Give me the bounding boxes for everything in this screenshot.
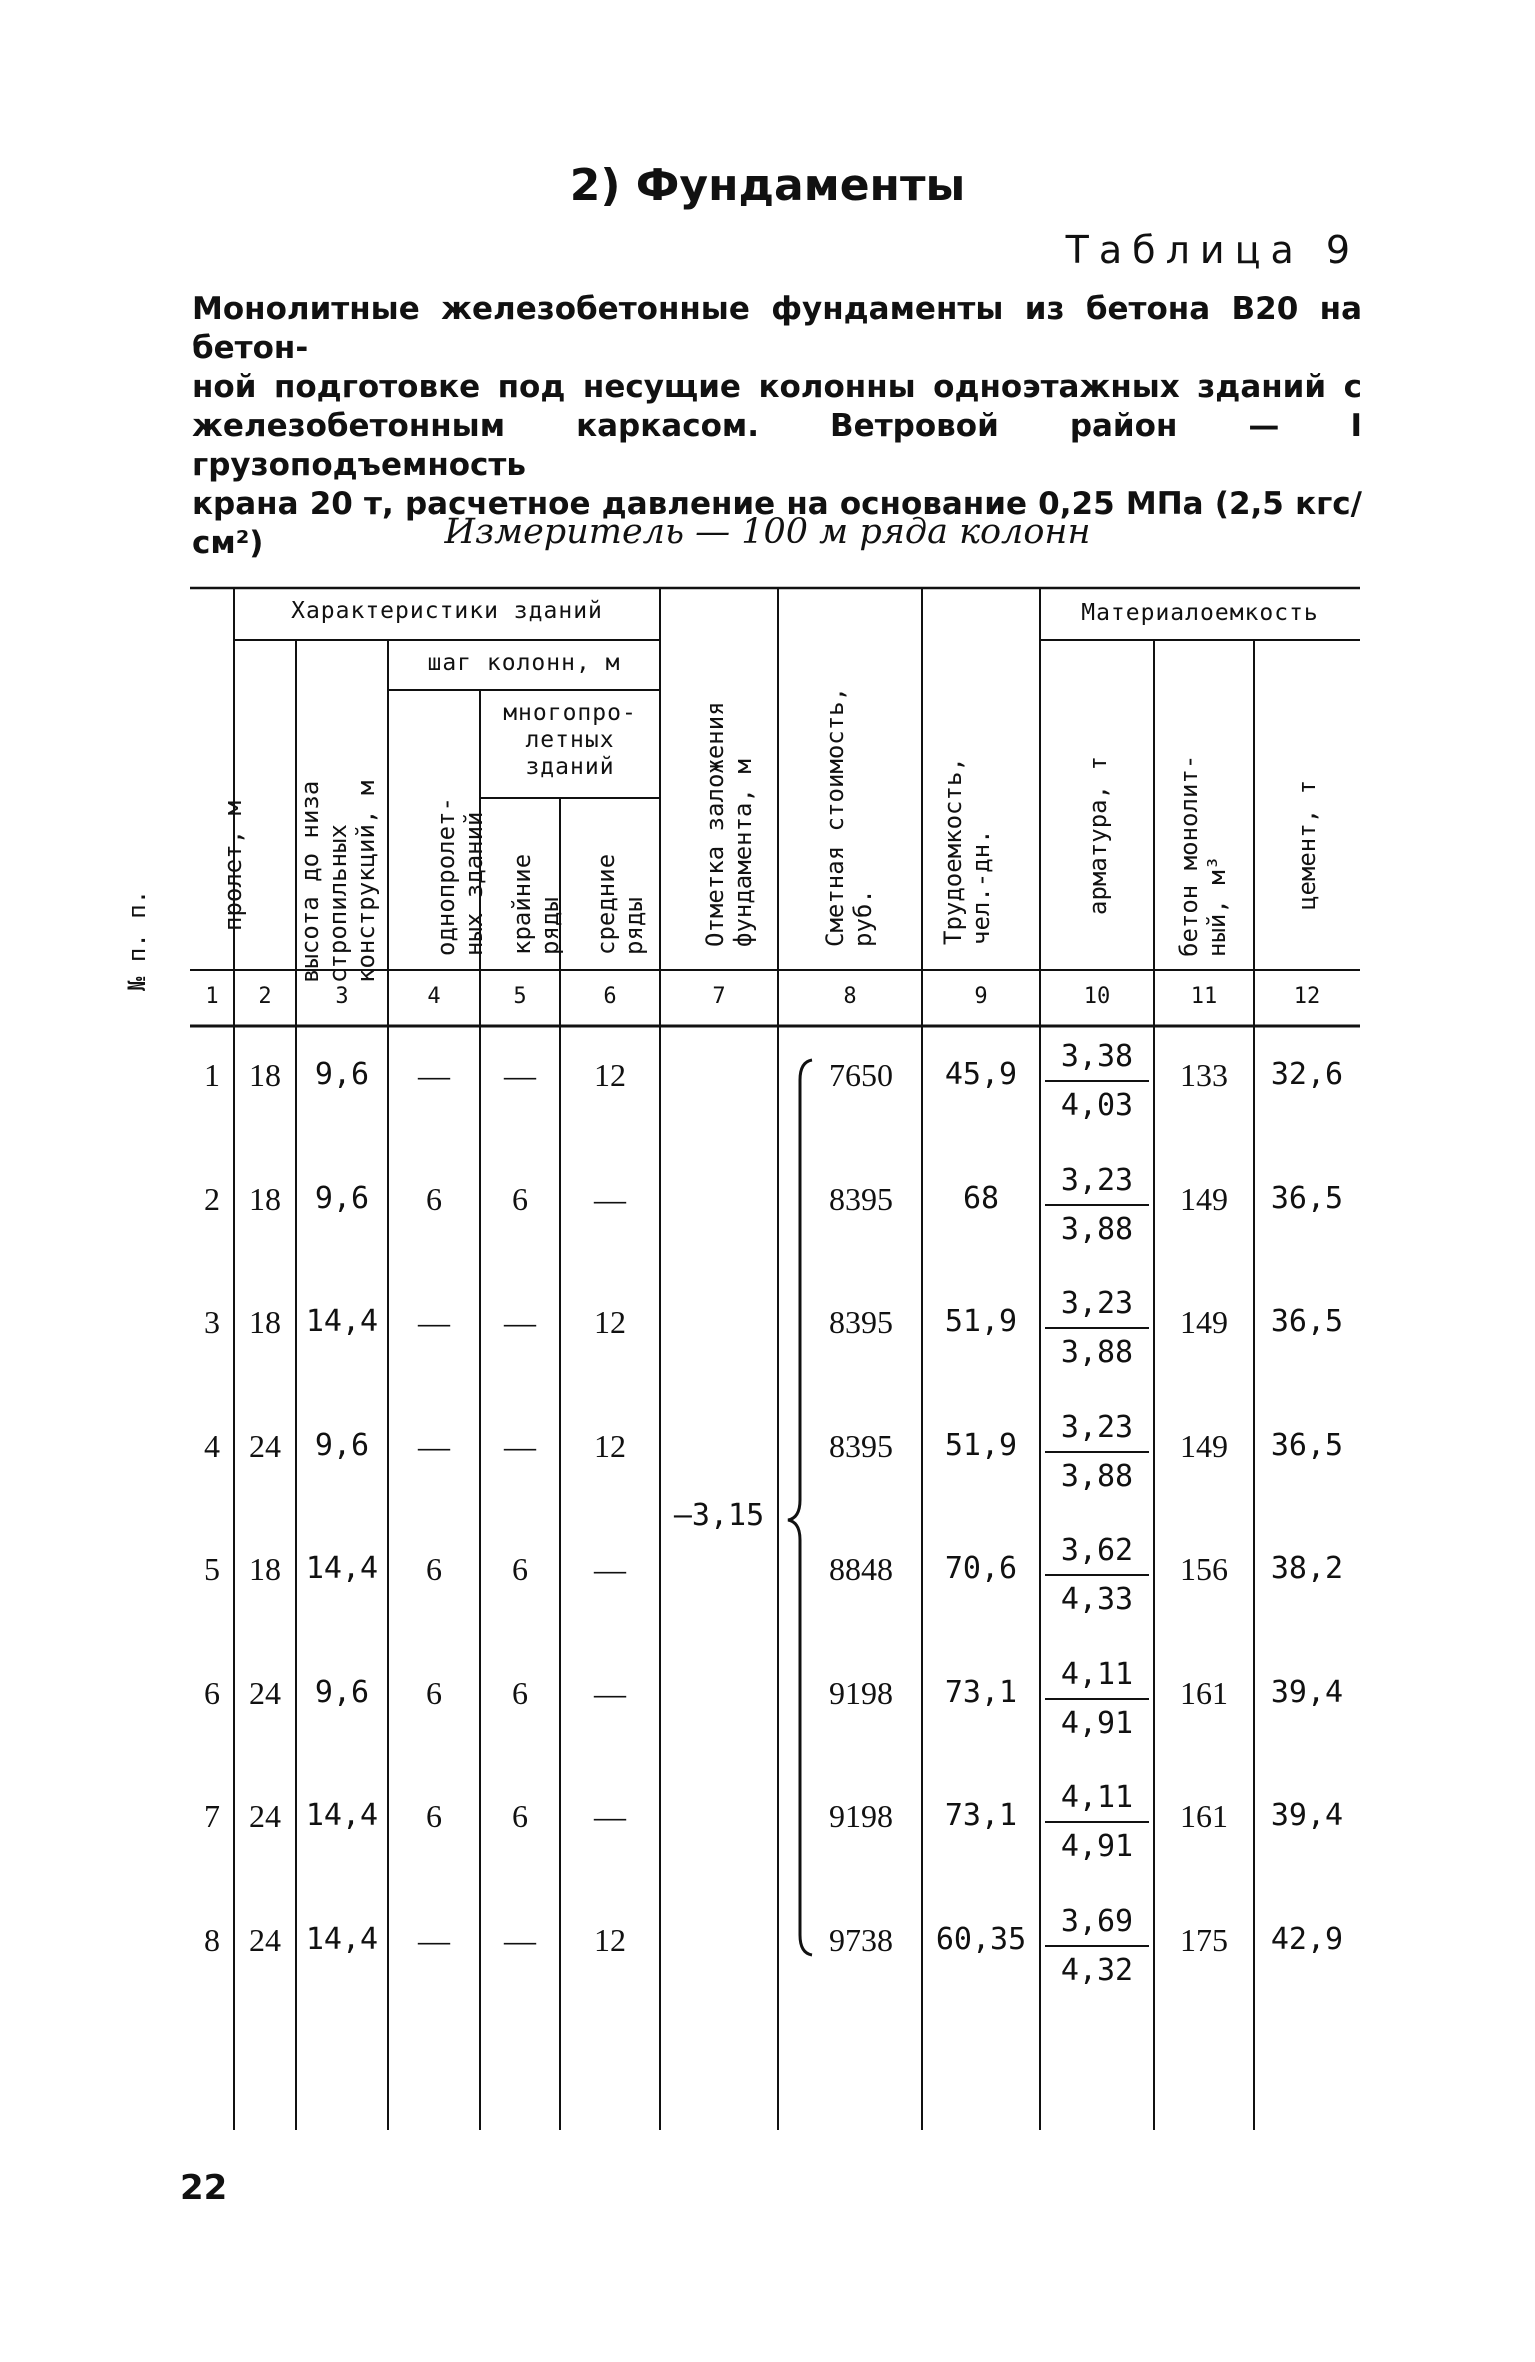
rebar-fraction <box>1045 1410 1149 1494</box>
middle-row-step: — <box>594 1675 626 1711</box>
edge-row-step: 6 <box>512 1181 528 1217</box>
header-single-span: однопролет- ных зданий <box>432 797 488 956</box>
rebar-fraction <box>1045 1039 1149 1123</box>
single-span-step: 6 <box>426 1675 442 1711</box>
edge-row-step: — <box>504 1304 536 1340</box>
rebar-denominator: 4,91 <box>1060 1829 1134 1864</box>
column-number: 11 <box>1190 984 1218 1009</box>
table-label: Таблица 9 <box>1065 228 1360 272</box>
section-title: 2) Фундаменты <box>569 160 966 211</box>
column-number: 7 <box>712 984 726 1009</box>
rebar-denominator: 3,88 <box>1060 1212 1134 1247</box>
height-value: 14,4 <box>305 1304 379 1339</box>
rebar-denominator: 3,88 <box>1060 1459 1134 1494</box>
height-value: 9,6 <box>314 1057 370 1092</box>
column-number: 1 <box>205 984 219 1009</box>
concrete-value: 156 <box>1180 1551 1228 1587</box>
edge-row-step: 6 <box>512 1551 528 1587</box>
row-number: 4 <box>204 1428 220 1464</box>
single-span-step: 6 <box>426 1181 442 1217</box>
concrete-value: 149 <box>1180 1181 1228 1217</box>
column-number: 12 <box>1293 984 1321 1009</box>
labor-value: 45,9 <box>944 1057 1018 1092</box>
cement-value: 39,4 <box>1270 1798 1344 1833</box>
edge-row-step: — <box>504 1057 536 1093</box>
row-number: 7 <box>204 1798 220 1834</box>
caption-line: ной подготовке под несущие колонны одноэтажных зданий с <box>192 369 1362 405</box>
concrete-value: 133 <box>1180 1057 1228 1093</box>
rebar-fraction <box>1045 1904 1149 1988</box>
rebar-denominator: 4,03 <box>1060 1088 1134 1123</box>
caption-line: крана 20 т, расчетное давление на основание 0,25 МПа (2,5 кгс/см²) <box>192 486 1362 561</box>
concrete-value: 175 <box>1180 1922 1228 1958</box>
middle-row-step: — <box>594 1798 626 1834</box>
column-number: 10 <box>1083 984 1111 1009</box>
cement-value: 32,6 <box>1270 1057 1344 1092</box>
cost-value: 8395 <box>829 1181 893 1217</box>
cost-value: 9198 <box>829 1798 893 1834</box>
row-number: 5 <box>204 1551 220 1587</box>
middle-row-step: — <box>594 1551 626 1587</box>
rebar-numerator: 3,23 <box>1045 1163 1149 1206</box>
header-rebar: арматура, т <box>1084 756 1112 915</box>
cost-value: 7650 <box>829 1057 893 1093</box>
rebar-denominator: 4,32 <box>1060 1953 1134 1988</box>
cement-value: 42,9 <box>1270 1922 1344 1957</box>
span-value: 18 <box>249 1181 281 1217</box>
header-multispan: многопро- летных зданий <box>503 700 637 780</box>
rebar-numerator: 3,62 <box>1045 1533 1149 1576</box>
cost-value: 9738 <box>829 1922 893 1958</box>
rebar-fraction <box>1045 1286 1149 1370</box>
cost-value: 8395 <box>829 1428 893 1464</box>
column-number: 4 <box>427 984 441 1009</box>
middle-row-step: 12 <box>594 1922 626 1958</box>
foundation-mark: —3,15 <box>673 1498 765 1533</box>
rebar-fraction <box>1045 1657 1149 1741</box>
header-foundation-mark: Отметка заложения фундамента, м <box>701 701 757 947</box>
rebar-fraction <box>1045 1780 1149 1864</box>
column-number: 9 <box>974 984 988 1009</box>
span-value: 24 <box>249 1428 281 1464</box>
span-value: 18 <box>249 1551 281 1587</box>
span-value: 24 <box>249 1675 281 1711</box>
header-cement: цемент, т <box>1293 779 1321 910</box>
span-value: 24 <box>249 1922 281 1958</box>
rebar-denominator: 3,88 <box>1060 1335 1134 1370</box>
column-number: 5 <box>513 984 527 1009</box>
height-value: 9,6 <box>314 1428 370 1463</box>
single-span-step: — <box>418 1428 450 1464</box>
span-value: 18 <box>249 1304 281 1340</box>
header-span: пролет, м <box>219 800 247 931</box>
labor-value: 73,1 <box>944 1675 1018 1710</box>
single-span-step: — <box>418 1922 450 1958</box>
cement-value: 36,5 <box>1270 1304 1344 1339</box>
header-middle-rows: средние ряды <box>592 853 648 955</box>
page-number: 22 <box>180 2168 228 2208</box>
rebar-denominator: 4,91 <box>1060 1706 1134 1741</box>
row-number: 8 <box>204 1922 220 1958</box>
edge-row-step: 6 <box>512 1675 528 1711</box>
row-number: 6 <box>204 1675 220 1711</box>
cement-value: 36,5 <box>1270 1181 1344 1216</box>
height-value: 9,6 <box>314 1181 370 1216</box>
labor-value: 73,1 <box>944 1798 1018 1833</box>
cost-value: 8848 <box>829 1551 893 1587</box>
middle-row-step: 12 <box>594 1304 626 1340</box>
height-value: 14,4 <box>305 1922 379 1957</box>
height-value: 14,4 <box>305 1551 379 1586</box>
middle-row-step: — <box>594 1181 626 1217</box>
rebar-numerator: 3,23 <box>1045 1286 1149 1329</box>
rebar-numerator: 4,11 <box>1045 1780 1149 1823</box>
single-span-step: 6 <box>426 1798 442 1834</box>
concrete-value: 161 <box>1180 1798 1228 1834</box>
rebar-fraction <box>1045 1163 1149 1247</box>
row-number: 3 <box>204 1304 220 1340</box>
cement-value: 39,4 <box>1270 1675 1344 1710</box>
labor-value: 60,35 <box>935 1922 1027 1957</box>
row-number: 1 <box>204 1057 220 1093</box>
labor-value: 51,9 <box>944 1428 1018 1463</box>
single-span-step: — <box>418 1304 450 1340</box>
rebar-numerator: 3,69 <box>1045 1904 1149 1947</box>
column-number: 6 <box>603 984 617 1009</box>
header-height: высота до низа стропильных конструкций, м <box>296 780 380 983</box>
span-value: 24 <box>249 1798 281 1834</box>
header-edge-rows: крайние ряды <box>508 853 564 955</box>
caption-line: Монолитные железобетонные фундаменты из бетона В20 на бетон- <box>192 291 1362 366</box>
labor-value: 51,9 <box>944 1304 1018 1339</box>
header-characteristics: Характеристики зданий <box>291 598 603 624</box>
span-value: 18 <box>249 1057 281 1093</box>
edge-row-step: — <box>504 1428 536 1464</box>
concrete-value: 161 <box>1180 1675 1228 1711</box>
single-span-step: — <box>418 1057 450 1093</box>
single-span-step: 6 <box>426 1551 442 1587</box>
edge-row-step: 6 <box>512 1798 528 1834</box>
edge-row-step: — <box>504 1922 536 1958</box>
header-column-step: шаг колонн, м <box>427 650 621 676</box>
middle-row-step: 12 <box>594 1057 626 1093</box>
header-estimated-cost: Сметная стоимость, руб. <box>821 686 877 947</box>
column-number: 8 <box>843 984 857 1009</box>
header-material: Материалоемкость <box>1081 600 1319 626</box>
height-value: 14,4 <box>305 1798 379 1833</box>
cement-value: 36,5 <box>1270 1428 1344 1463</box>
row-number: 2 <box>204 1181 220 1217</box>
rebar-denominator: 4,33 <box>1060 1582 1134 1617</box>
header-labor: Трудоемкость, чел.-дн. <box>939 757 995 945</box>
concrete-value: 149 <box>1180 1428 1228 1464</box>
cost-value: 8395 <box>829 1304 893 1340</box>
header-col-number: № п. п. <box>123 889 151 991</box>
labor-value: 70,6 <box>944 1551 1018 1586</box>
cost-value: 9198 <box>829 1675 893 1711</box>
labor-value: 68 <box>962 1181 1000 1216</box>
header-concrete: бетон монолит- ный, м³ <box>1175 754 1231 957</box>
concrete-value: 149 <box>1180 1304 1228 1340</box>
caption-line: железобетонным каркасом. Ветровой район — I грузоподъемность <box>192 408 1362 483</box>
rebar-numerator: 3,23 <box>1045 1410 1149 1453</box>
rebar-numerator: 3,38 <box>1045 1039 1149 1082</box>
rebar-fraction <box>1045 1533 1149 1617</box>
middle-row-step: 12 <box>594 1428 626 1464</box>
cement-value: 38,2 <box>1270 1551 1344 1586</box>
rebar-numerator: 4,11 <box>1045 1657 1149 1700</box>
height-value: 9,6 <box>314 1675 370 1710</box>
column-number: 2 <box>258 984 272 1009</box>
measurement-unit: Измеритель — 100 м ряда колонн <box>444 512 1091 552</box>
column-number: 3 <box>335 984 349 1009</box>
